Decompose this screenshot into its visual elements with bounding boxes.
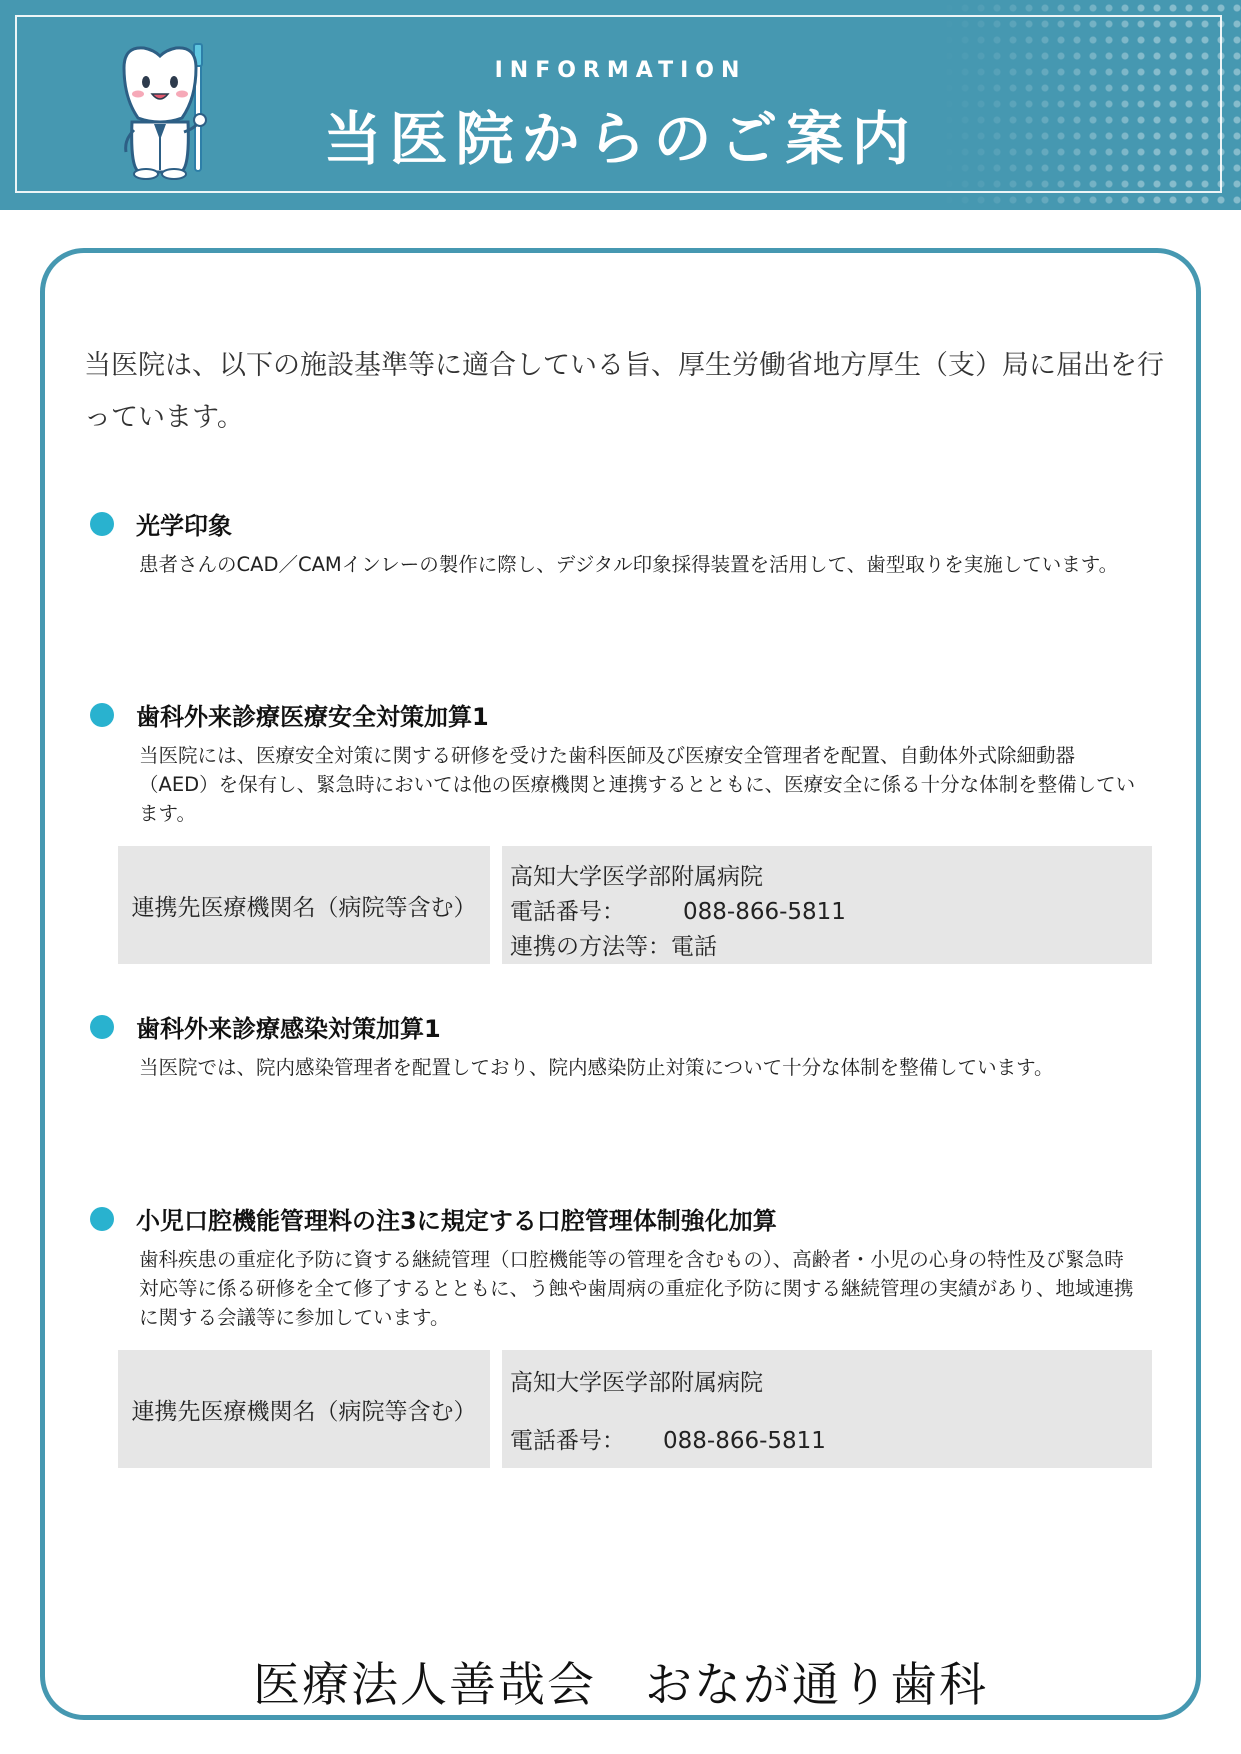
table-value <box>502 1350 1152 1468</box>
table-label: 連携先医療機関名（病院等含む） <box>118 846 490 964</box>
clinic-name-footer: 医療法人善哉会 おなが通り歯科 <box>253 1658 988 1713</box>
method-value: 電話 <box>671 934 717 960</box>
hospital-name: 高知大学医学部附属病院 <box>510 864 763 890</box>
content-panel <box>40 248 1201 1720</box>
section-title: 歯科外来診療感染対策加算1 <box>136 1015 441 1043</box>
hospital-name: 高知大学医学部附属病院 <box>510 1370 763 1396</box>
method-label: 連携の方法等： <box>510 934 671 960</box>
section-body: 当医院では、院内感染管理者を配置しており、院内感染防止対策について十分な体制を整備しています。 <box>139 1056 1054 1079</box>
section-body: 当医院には、医療安全対策に関する研修を受けた歯科医師及び医療安全管理者を配置、自動体外式除細動器（AED）を保有し、緊急時においては他の医療機関と連携するとともに、医療安全に係る十分な体制を整備しています。 <box>139 744 1136 825</box>
header-subtitle: INFORMATION <box>494 58 747 83</box>
phone-label: 電話番号： <box>510 1428 625 1454</box>
table-value <box>502 846 1152 964</box>
section-title: 小児口腔機能管理料の注3に規定する口腔管理体制強化加算 <box>136 1207 777 1235</box>
section-title: 光学印象 <box>136 512 232 540</box>
phone-number: 088-866-5811 <box>683 899 846 925</box>
page-title: 当医院からのご案内 <box>323 105 918 173</box>
section-body: 患者さんのCAD／CAMインレーの製作に際し、デジタル印象採得装置を活用して、歯型取りを実施しています。 <box>139 553 1119 576</box>
header-banner <box>0 0 1241 210</box>
partner-hospital-table <box>118 1350 1152 1468</box>
bullet-icon <box>90 512 114 536</box>
phone-number: 088-866-5811 <box>663 1428 826 1454</box>
bullet-icon <box>90 1207 114 1231</box>
section-body: 歯科疾患の重症化予防に資する継続管理（口腔機能等の管理を含むもの）、高齢者・小児の心身の特性及び緊急時対応等に係る研修を全て修了するとともに、う蝕や歯周病の重症化予防に関する継続管理の実績があり、地域連携に関する会議等に参加しています。 <box>139 1248 1134 1329</box>
phone-row <box>510 893 846 926</box>
section-title: 歯科外来診療医療安全対策加算1 <box>136 703 489 731</box>
phone-label: 電話番号： <box>510 899 625 925</box>
phone-row <box>510 1422 826 1455</box>
intro-text: 当医院は、以下の施設基準等に適合している旨、厚生労働省地方厚生（支）局に届出を行っています。 <box>84 350 1164 433</box>
partner-hospital-table <box>118 846 1152 964</box>
bullet-icon <box>90 1015 114 1039</box>
method-row <box>510 928 717 961</box>
table-label: 連携先医療機関名（病院等含む） <box>118 1350 490 1468</box>
bullet-icon <box>90 703 114 727</box>
